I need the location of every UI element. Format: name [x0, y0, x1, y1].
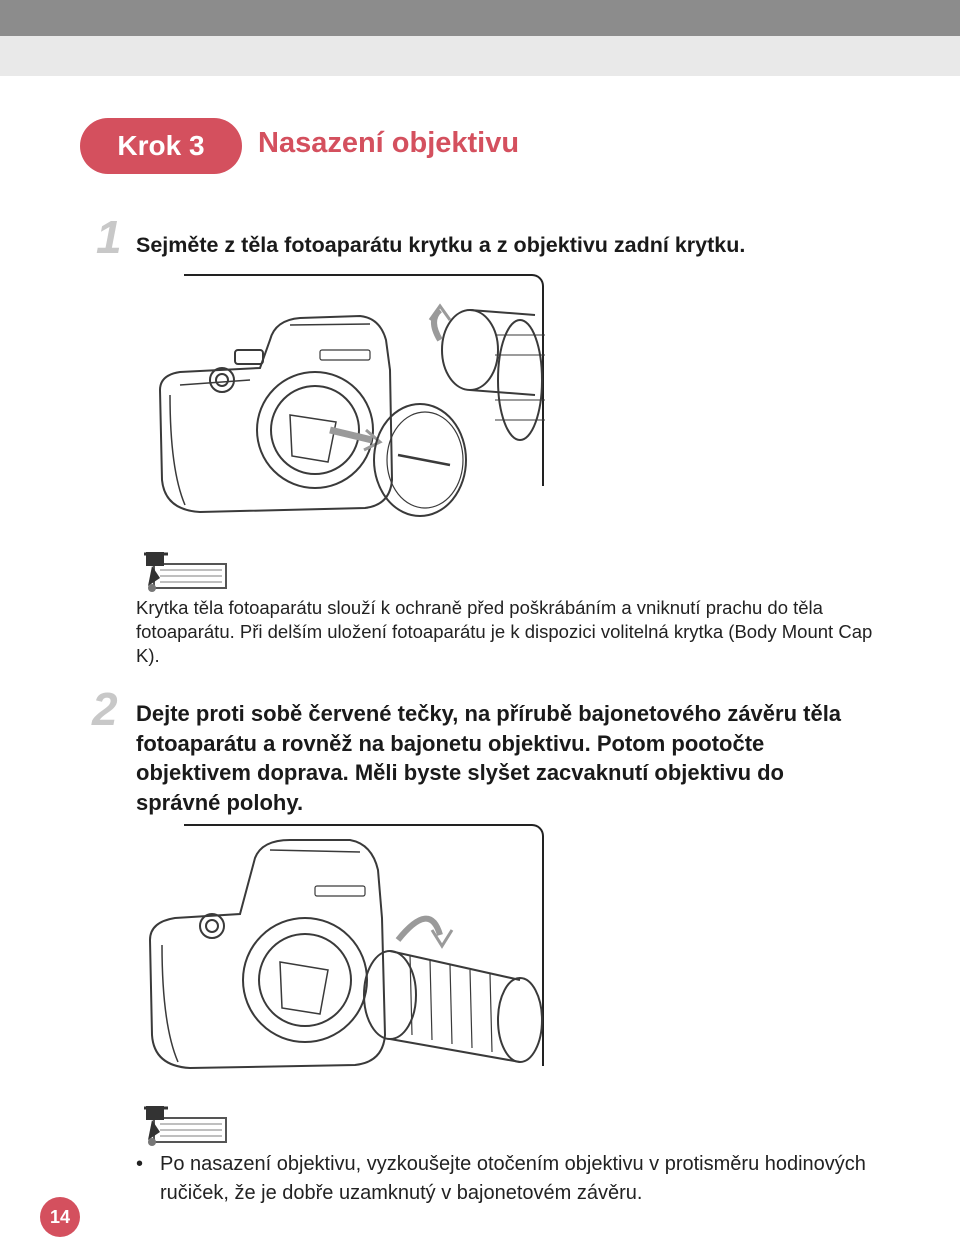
top-gray-bar [0, 0, 960, 36]
step-1-instruction: Sejměte z těla fotoaparátu krytku a z objektivu zadní krytku. [136, 233, 746, 257]
lens-mounting-illustration [140, 830, 550, 1080]
step-badge: Krok 3 [80, 118, 242, 174]
camera-body-cap-illustration [140, 280, 550, 530]
step-1-number: 1 [96, 211, 122, 263]
step-2-note [136, 1150, 896, 1208]
step-2-instruction: Dejte proti sobě červené tečky, na přírubě bajonetového závěru těla fotoaparátu a rovněž na bajonetu objektivu. Potom pootočte objektivem doprava. Měli byste slyšet zacvaknutí objektivu do správné polohy. [136, 701, 842, 815]
top-light-bar [0, 36, 960, 76]
memo-pencil-icon [138, 546, 228, 594]
step-1-note: Krytka těla fotoaparátu slouží k ochraně před poškrábáním a vniknutí prachu do těla fotoaparátu. Při delším uložení fotoaparátu je k dispozici volitelná krytka (Body Mount Cap K). [136, 597, 873, 666]
bullet: • [136, 1153, 144, 1175]
section-title: Nasazení objektivu [258, 127, 520, 159]
step-2-number: 2 [92, 683, 118, 735]
memo-pencil-icon [138, 1100, 228, 1148]
step-2-note-text: Po nasazení objektivu, vyzkoušejte otočením objektivu v protisměru hodinových ručiček, že je dobře uzamknutý v bajonetovém závěru. [160, 1153, 866, 1204]
page-number: 14 [40, 1197, 80, 1237]
